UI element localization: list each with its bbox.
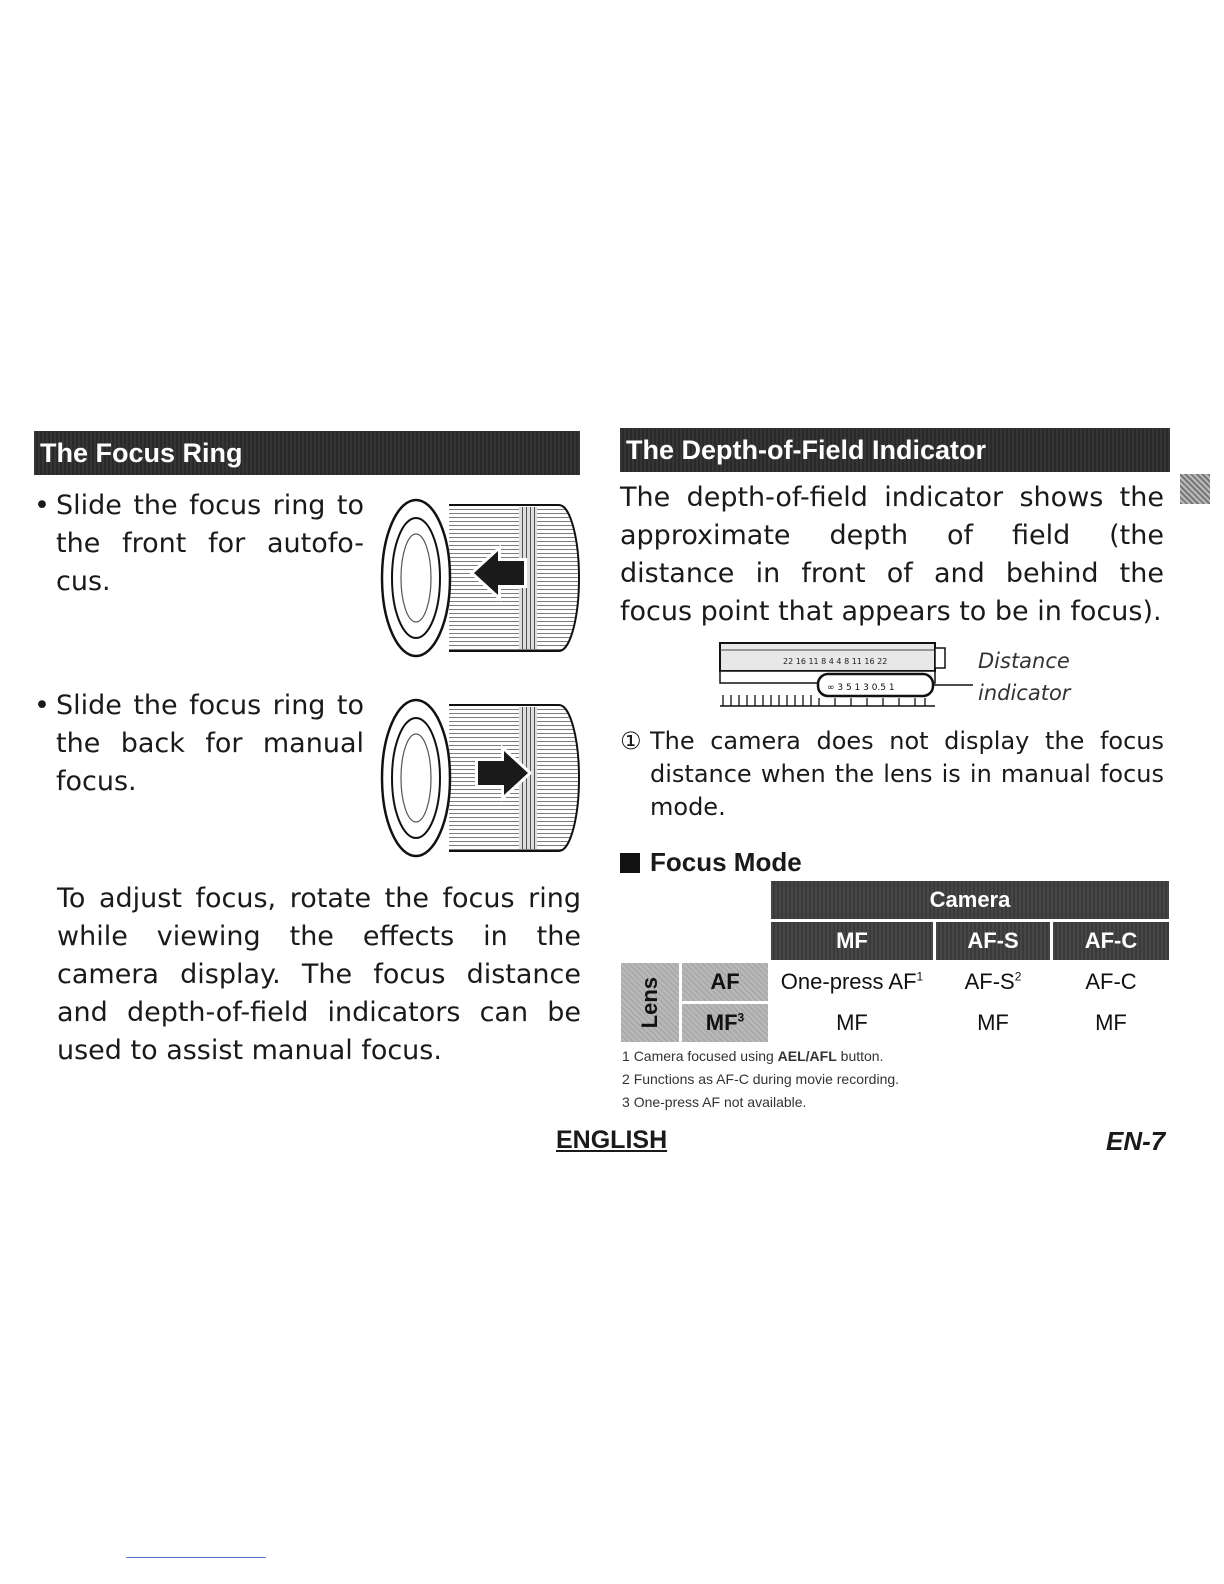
table-cell: [771, 963, 933, 1001]
cell-sup: 1: [916, 969, 924, 984]
cell-text: AF-S: [964, 969, 1015, 994]
focus-ring-heading: [34, 431, 580, 475]
cell-text: MF: [1095, 1010, 1127, 1035]
dof-scale-illustration: [715, 640, 975, 710]
footnote-3: [622, 1091, 899, 1114]
footnote-bold: AEL/AFL: [777, 1048, 837, 1064]
cell-text: AF-C: [1085, 969, 1137, 994]
cell-sup: 2: [1014, 969, 1022, 984]
dof-heading: [620, 428, 1170, 472]
table-cell: [1053, 1004, 1169, 1042]
dof-paragraph: The depth-of-field indicator shows the approximate depth of field (the distance in front of and behind the focus point that appears to be in focus).: [620, 482, 1164, 627]
lens-mode-mf: [682, 1004, 768, 1042]
svg-text:∞ 3 5 1 3 0.5 1: ∞ 3 5 1 3 0.5 1: [827, 683, 895, 693]
focus-mode-table: [618, 878, 1172, 1045]
lens-header: [621, 963, 679, 1042]
caution-note: [620, 725, 1164, 824]
footnote-text: One-press AF not available.: [633, 1094, 807, 1110]
cell-text: MF: [836, 1010, 868, 1035]
lens-mode-af: [682, 963, 768, 1001]
camera-header: Camera: [771, 881, 1169, 919]
bullet-dot: •: [34, 690, 50, 721]
focus-ring-paragraph: To adjust focus, rotate the focus ring while viewing the effects in the camera display. The focus distance and depth-of-field indicators can be used to assist manual focus.: [57, 883, 581, 1066]
table-cell: [936, 1004, 1050, 1042]
table-cell: [936, 963, 1050, 1001]
footnote-num: 3: [622, 1094, 630, 1110]
bottom-rule: [126, 1557, 266, 1558]
bullet-front: [34, 487, 364, 601]
cell-text: One-press AF: [780, 969, 917, 994]
svg-text:22 16 11 8 4 4 8 11 16 22: 22 16 11 8 4 4 8 11 16 22: [783, 657, 888, 666]
caption-line-1: Distance: [978, 649, 1070, 673]
camera-mode-afc: AF-C: [1053, 922, 1169, 960]
footnote-2: [622, 1068, 899, 1091]
dof-heading-text: The Depth-of-Field Indicator: [626, 435, 986, 465]
focus-mode-subhead: [620, 847, 802, 878]
page-tab-marker: [1180, 474, 1210, 504]
square-bullet-icon: [620, 853, 640, 873]
footnote-num: 1: [622, 1048, 630, 1064]
bullet-back-text: Slide the focus ring to the back for manual focus.: [56, 690, 364, 797]
footnote-text: Functions as AF-C during movie recording.: [633, 1071, 900, 1087]
caution-icon: ①: [620, 727, 642, 755]
focus-ring-heading-text: The Focus Ring: [40, 438, 243, 468]
focus-mode-heading-text: Focus Mode: [650, 847, 802, 877]
table-cell: [1053, 963, 1169, 1001]
page-number: EN-7: [1106, 1126, 1166, 1156]
footnote-text-end: button.: [836, 1048, 884, 1064]
lens-front-illustration: [374, 493, 586, 663]
footnote-1: [622, 1045, 899, 1068]
distance-indicator-caption: [978, 645, 1070, 709]
footnotes: [622, 1045, 899, 1114]
lens-mode-af-text: AF: [710, 969, 740, 994]
bullet-back: [34, 687, 364, 801]
bullet-dot: •: [34, 490, 50, 521]
caption-line-2: indicator: [978, 681, 1071, 705]
camera-mode-mf: MF: [771, 922, 933, 960]
lens-mode-mf-text: MF: [705, 1010, 738, 1035]
bullet-front-text: Slide the focus ring to the front for autofo-cus.: [56, 490, 364, 597]
cell-text: MF: [977, 1010, 1009, 1035]
caution-note-text: The camera does not display the focus distance when the lens is in manual focus mode.: [650, 727, 1164, 821]
lens-header-text: Lens: [637, 976, 662, 1029]
footnote-text: Camera focused using: [633, 1048, 778, 1064]
footnote-num: 2: [622, 1071, 630, 1087]
table-cell: [771, 1004, 933, 1042]
footer-language: ENGLISH: [556, 1126, 668, 1154]
lens-mode-mf-sup: 3: [737, 1010, 745, 1025]
camera-mode-afs: AF-S: [936, 922, 1050, 960]
lens-back-illustration: [374, 693, 586, 863]
